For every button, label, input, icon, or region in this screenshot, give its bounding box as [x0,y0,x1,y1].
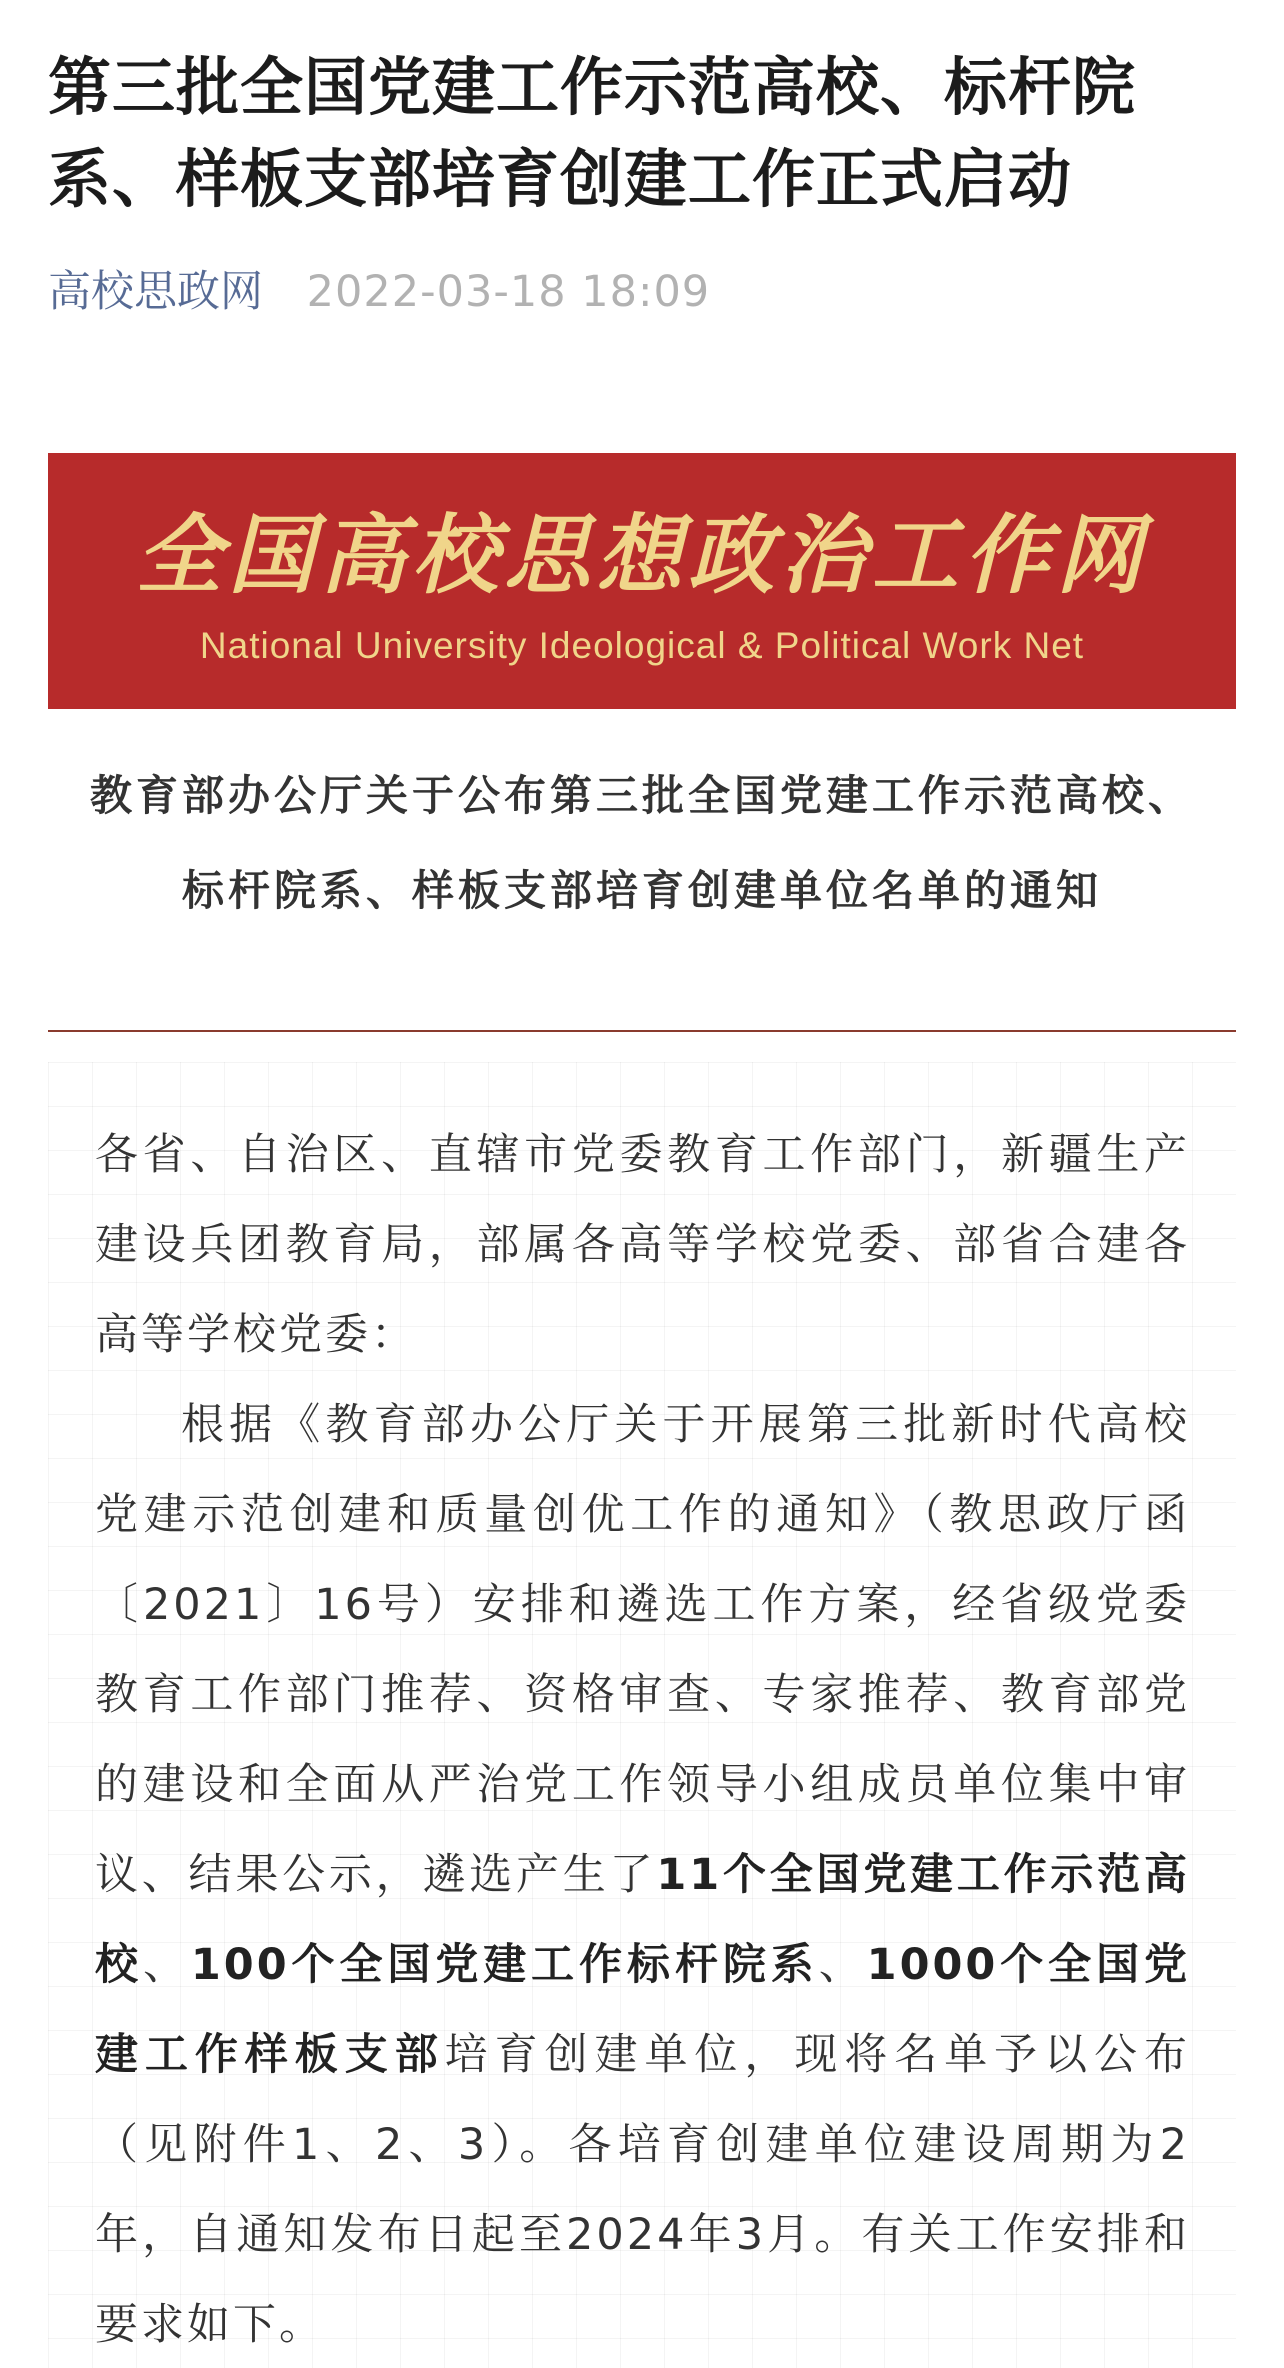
separator-text: 、 [818,1940,867,1990]
separator-text: 、 [142,1940,191,1990]
publish-date: 2022-03-18 18:09 [306,267,711,317]
notice-title: 教育部办公厅关于公布第三批全国党建工作示范高校、标杆院系、样板支部培育创建单位名单的通知 [90,771,1195,915]
source-account-link[interactable]: 高校思政网 [48,267,263,317]
salutation-paragraph: 各省、自治区、直辖市党委教育工作部门，新疆生产建设兵团教育局，部属各高等学校党委、部省合建各高等学校党委： [95,1130,1190,1360]
paragraph-text: 根据《教育部办公厅关于开展第三批新时代高校党建示范创建和质量创优工作的通知》（教思政厅函〔2021〕16号）安排和遴选工作方案，经省级党委教育工作部门推荐、资格审查、专家推荐、教育部党的建设和全面从严治党工作领导小组成员单位集中审议、结果公示，遴选产生了 [95,1400,1190,1900]
article-title: 第三批全国党建工作示范高校、标杆院系、样板支部培育创建工作正式启动 [48,51,1136,216]
highlight-benchmark-departments: 100个全国党建工作标杆院系 [190,1940,819,1990]
site-banner-image [48,453,1236,709]
notice-body [95,1110,1190,2368]
banner-title-en: National University Ideological & Political Work Net [199,625,1085,666]
title-divider [48,1030,1236,1032]
highlight-model-branches: 1000个全国党建工作样板支部 [95,1940,1191,2080]
paragraph-text: 培育创建单位，现将名单予以公布（见附件1、2、3）。各培育创建单位建设周期为2年，自通知发布日起至2024年3月。有关工作安排和要求如下。 [95,2030,1191,2350]
body-paragraph [95,1380,1190,2368]
highlight-demonstration-universities: 11个全国党建工作示范高校 [95,1850,1190,1990]
article-meta [48,262,710,322]
banner-title-cn: 全国高校思想政治工作网 [136,505,1148,606]
